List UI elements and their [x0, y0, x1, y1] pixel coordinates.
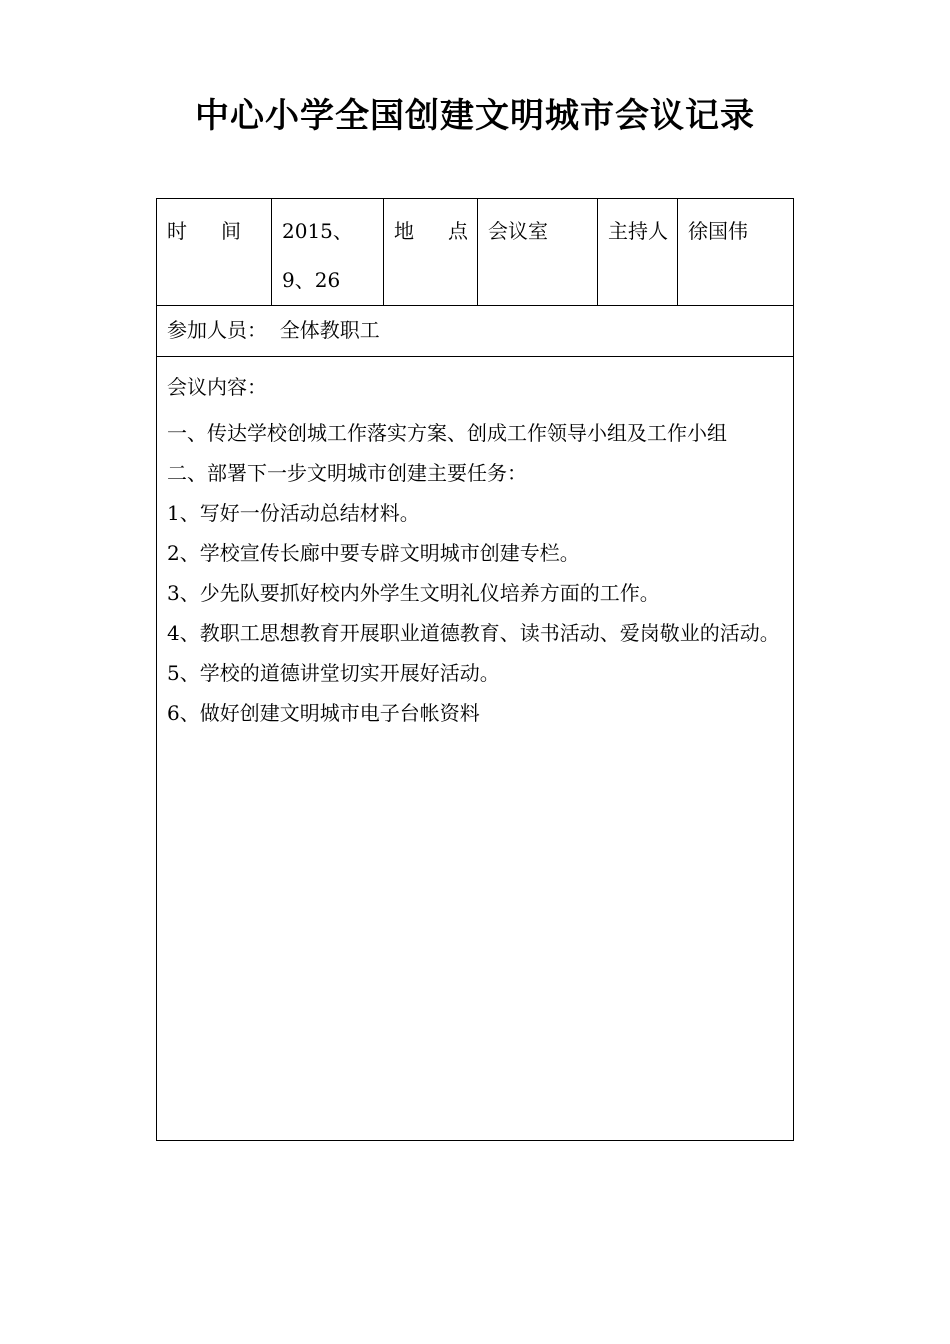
attendees-row [157, 306, 794, 357]
meeting-record-table [156, 198, 794, 1141]
content-cell [157, 357, 794, 1141]
time-value-cell [272, 199, 384, 306]
content-line-2: 二、部署下一步文明城市创建主要任务： [167, 461, 527, 485]
place-value: 会议室 [488, 219, 548, 243]
content-row [157, 357, 794, 1141]
content-line-4: 2、学校宣传长廊中要专辟文明城市创建专栏。 [167, 541, 580, 565]
time-label-cell [157, 199, 272, 306]
meeting-content [157, 357, 793, 733]
content-line-3: 1、写好一份活动总结材料。 [167, 501, 420, 525]
time-value: 2015、9、26 [282, 219, 353, 292]
place-value-cell [478, 199, 598, 306]
attendees-value: 全体教职工 [279, 318, 380, 342]
host-value: 徐国伟 [688, 219, 748, 243]
time-label-char-2: 间 [221, 219, 241, 243]
place-label-char-2: 点 [448, 219, 468, 243]
place-label-char-1: 地 [394, 219, 414, 243]
content-line-7: 5、学校的道德讲堂切实开展好活动。 [167, 661, 500, 685]
content-line-8: 6、做好创建文明城市电子台帐资料 [167, 701, 480, 725]
content-line-1: 一、传达学校创城工作落实方案、创成工作领导小组及工作小组 [167, 421, 727, 445]
attendees-cell [157, 306, 794, 357]
header-row [157, 199, 794, 306]
attendees-label: 参加人员： [167, 318, 267, 342]
host-value-cell [678, 199, 794, 306]
document-title: 中心小学全国创建文明城市会议记录 [195, 96, 755, 136]
content-label: 会议内容： [167, 375, 267, 399]
content-line-5: 3、少先队要抓好校内外学生文明礼仪培养方面的工作。 [167, 581, 660, 605]
content-line-6: 4、教职工思想教育开展职业道德教育、读书活动、爱岗敬业的活动。 [167, 621, 780, 645]
host-label: 主持人 [608, 219, 668, 243]
place-label-cell [384, 199, 478, 306]
time-label-char-1: 时 [167, 219, 187, 243]
host-label-cell [598, 199, 678, 306]
